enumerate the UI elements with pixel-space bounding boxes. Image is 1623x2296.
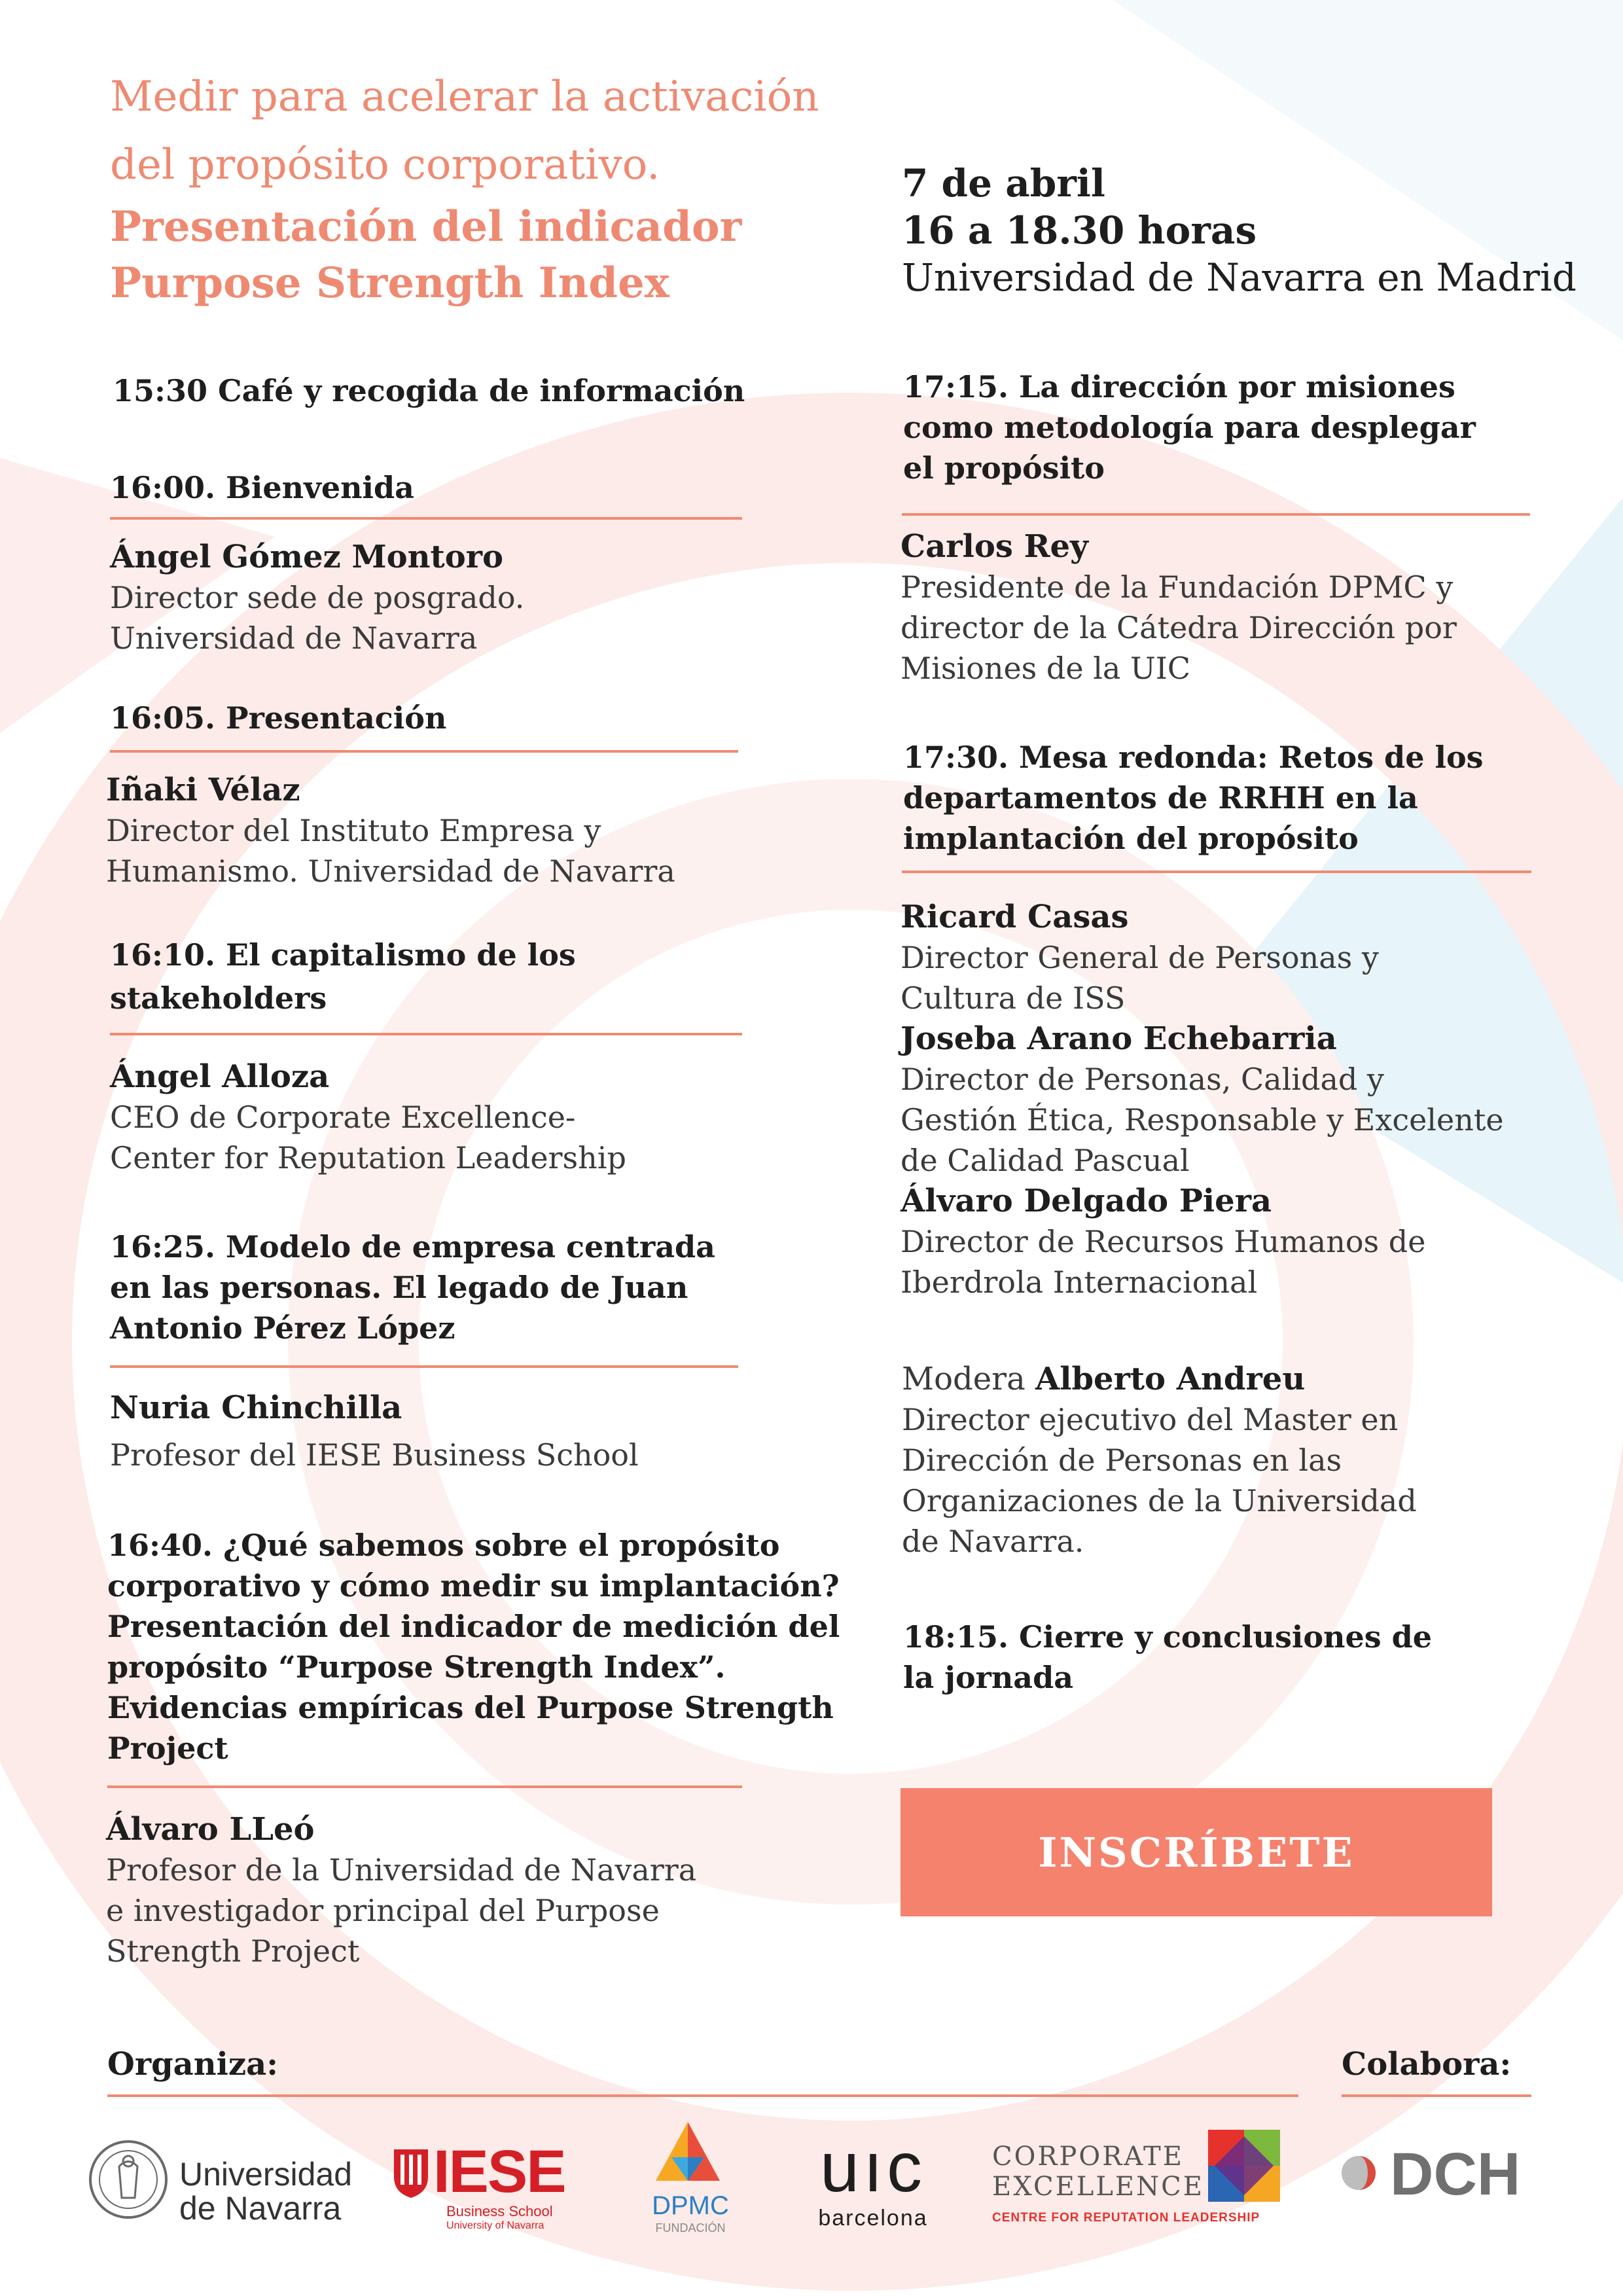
session-title: 17:15. La dirección por misiones — [903, 369, 1455, 404]
session-title: Presentación del indicador de medición del — [107, 1609, 840, 1644]
speaker-role: Center for Reputation Leadership — [110, 1140, 626, 1175]
speaker-name: Carlos Rey — [901, 528, 1088, 565]
subtitle-line-2: Purpose Strength Index — [110, 259, 669, 308]
speaker-role: Humanismo. Universidad de Navarra — [106, 853, 675, 889]
speaker-role: Universidad de Navarra — [110, 620, 478, 656]
moderator-role: Director ejecutivo del Master en — [902, 1402, 1399, 1437]
session-title: 16:10. El capitalismo de los — [110, 937, 576, 973]
logo-ce-text: EXCELLENCE — [992, 2172, 1204, 2202]
divider — [902, 513, 1530, 516]
moderator-label: Modera — [902, 1361, 1026, 1397]
panelist-name: Álvaro Delgado Piera — [901, 1183, 1272, 1219]
logo-uic — [801, 2127, 945, 2242]
logo-dpmc-text: DPMC — [652, 2191, 729, 2220]
logo-uic-text: uıc — [819, 2127, 927, 2206]
logo-ce-text: CORPORATE — [992, 2142, 1184, 2172]
session-coffee: 15:30 Café y recogida de información — [113, 373, 745, 408]
panelist-role: Director de Recursos Humanos de — [901, 1224, 1426, 1259]
moderator-role: Organizaciones de la Universidad — [902, 1483, 1417, 1518]
divider — [1342, 2094, 1531, 2097]
session-welcome: 16:00. Bienvenida — [110, 470, 414, 505]
logo-ce-sub: CENTRE FOR REPUTATION LEADERSHIP — [992, 2211, 1260, 2225]
subtitle-line-1: Presentación del indicador — [110, 202, 742, 251]
speaker-role: Misiones de la UIC — [901, 651, 1191, 686]
logo-iese-text: IESE — [433, 2138, 565, 2205]
divider — [110, 517, 742, 520]
speaker-role: Presidente de la Fundación DPMC y — [901, 569, 1454, 605]
speaker-name: Ángel Alloza — [110, 1058, 330, 1095]
iese-shield-icon — [391, 2147, 431, 2199]
session-title: la jornada — [903, 1660, 1074, 1695]
unav-seal-icon — [88, 2121, 169, 2238]
logo-dpmc — [630, 2118, 747, 2242]
moderator-name: Alberto Andreu — [1035, 1361, 1306, 1397]
panelist-role: Cultura de ISS — [901, 980, 1126, 1016]
speaker-name: Iñaki Vélaz — [106, 772, 300, 808]
title-line-2: del propósito corporativo. — [110, 141, 660, 189]
session-presentation: 16:05. Presentación — [110, 700, 447, 736]
moderator-role: de Navarra. — [902, 1524, 1084, 1559]
event-time: 16 a 18.30 horas — [902, 208, 1257, 253]
session-title: corporativo y cómo medir su implantación? — [107, 1568, 840, 1604]
session-title: propósito “Purpose Strength Index”. — [107, 1649, 726, 1685]
panelist-name: Joseba Arano Echebarria — [901, 1020, 1337, 1057]
dch-globe-icon — [1339, 2153, 1378, 2193]
session-title: implantación del propósito — [903, 821, 1359, 856]
speaker-role: e investigador principal del Purpose — [106, 1893, 660, 1928]
session-title: el propósito — [903, 450, 1105, 486]
title-line-1: Medir para acelerar la activación — [110, 73, 819, 121]
panelist-role: de Calidad Pascual — [901, 1143, 1190, 1178]
logo-unav-text: de Navarra — [179, 2190, 342, 2227]
register-button[interactable]: INSCRÍBETE — [901, 1788, 1492, 1916]
event-date: 7 de abril — [902, 161, 1105, 206]
logo-unav-text: Universidad — [179, 2156, 353, 2193]
speaker-role: Strength Project — [106, 1933, 360, 1969]
speaker-role: director de la Cátedra Dirección por — [901, 610, 1457, 645]
logo-dch-text: DCH — [1390, 2141, 1521, 2208]
corporate-excellence-mark-icon — [1208, 2130, 1280, 2202]
session-title: como metodología para desplegar — [903, 410, 1476, 445]
logo-corporate-excellence — [992, 2127, 1280, 2238]
logo-universidad-navarra — [88, 2121, 363, 2238]
logo-uic-sub: barcelona — [818, 2206, 928, 2231]
moderator-role: Dirección de Personas en las — [902, 1443, 1342, 1478]
logo-iese-sub: Business School — [446, 2203, 553, 2219]
session-title: 17:30. Mesa redonda: Retos de los — [903, 740, 1484, 775]
logo-dch — [1339, 2140, 1529, 2219]
divider — [902, 870, 1531, 873]
speaker-role: Director sede de posgrado. — [110, 580, 525, 615]
speaker-name: Nuria Chinchilla — [110, 1390, 402, 1426]
panelist-role: Iberdrola Internacional — [901, 1265, 1258, 1300]
session-title: en las personas. El legado de Juan — [110, 1270, 688, 1305]
speaker-role: CEO de Corporate Excellence- — [110, 1100, 576, 1135]
dpmc-triangle-icon — [652, 2118, 724, 2190]
speaker-role: Profesor del IESE Business School — [110, 1437, 639, 1473]
divider — [110, 750, 738, 753]
speaker-role: Profesor de la Universidad de Navarra — [106, 1852, 697, 1888]
session-title: Antonio Pérez López — [110, 1310, 455, 1346]
organiza-label: Organiza: — [107, 2046, 278, 2083]
logo-dpmc-sub: FUNDACIÓN — [655, 2221, 726, 2234]
divider — [110, 1033, 742, 1035]
session-title: 16:25. Modelo de empresa centrada — [110, 1229, 715, 1265]
panelist-name: Ricard Casas — [901, 899, 1129, 935]
divider — [110, 1365, 738, 1368]
divider — [107, 1785, 742, 1788]
colabora-label: Colabora: — [1342, 2046, 1512, 2083]
panelist-role: Gestión Ética, Responsable y Excelente — [901, 1102, 1504, 1138]
speaker-role: Director del Instituto Empresa y — [106, 813, 601, 848]
event-venue: Universidad de Navarra en Madrid — [902, 255, 1577, 300]
session-title: Project — [107, 1731, 228, 1766]
session-title: stakeholders — [110, 980, 327, 1016]
session-title: Evidencias empíricas del Purpose Strength — [107, 1690, 834, 1725]
logo-iese-sub: University of Navarra — [446, 2220, 544, 2231]
speaker-name: Álvaro LLeó — [106, 1811, 315, 1848]
speaker-name: Ángel Gómez Montoro — [110, 539, 504, 575]
panelist-role: Director General de Personas y — [901, 940, 1379, 975]
panelist-role: Director de Personas, Calidad y — [901, 1062, 1384, 1097]
divider — [107, 2094, 1298, 2097]
session-title: 18:15. Cierre y conclusiones de — [903, 1619, 1433, 1655]
logo-iese — [391, 2138, 565, 2238]
moderator-line — [902, 1359, 1417, 1399]
session-title: departamentos de RRHH en la — [903, 780, 1418, 816]
session-title: 16:40. ¿Qué sabemos sobre el propósito — [107, 1528, 780, 1563]
